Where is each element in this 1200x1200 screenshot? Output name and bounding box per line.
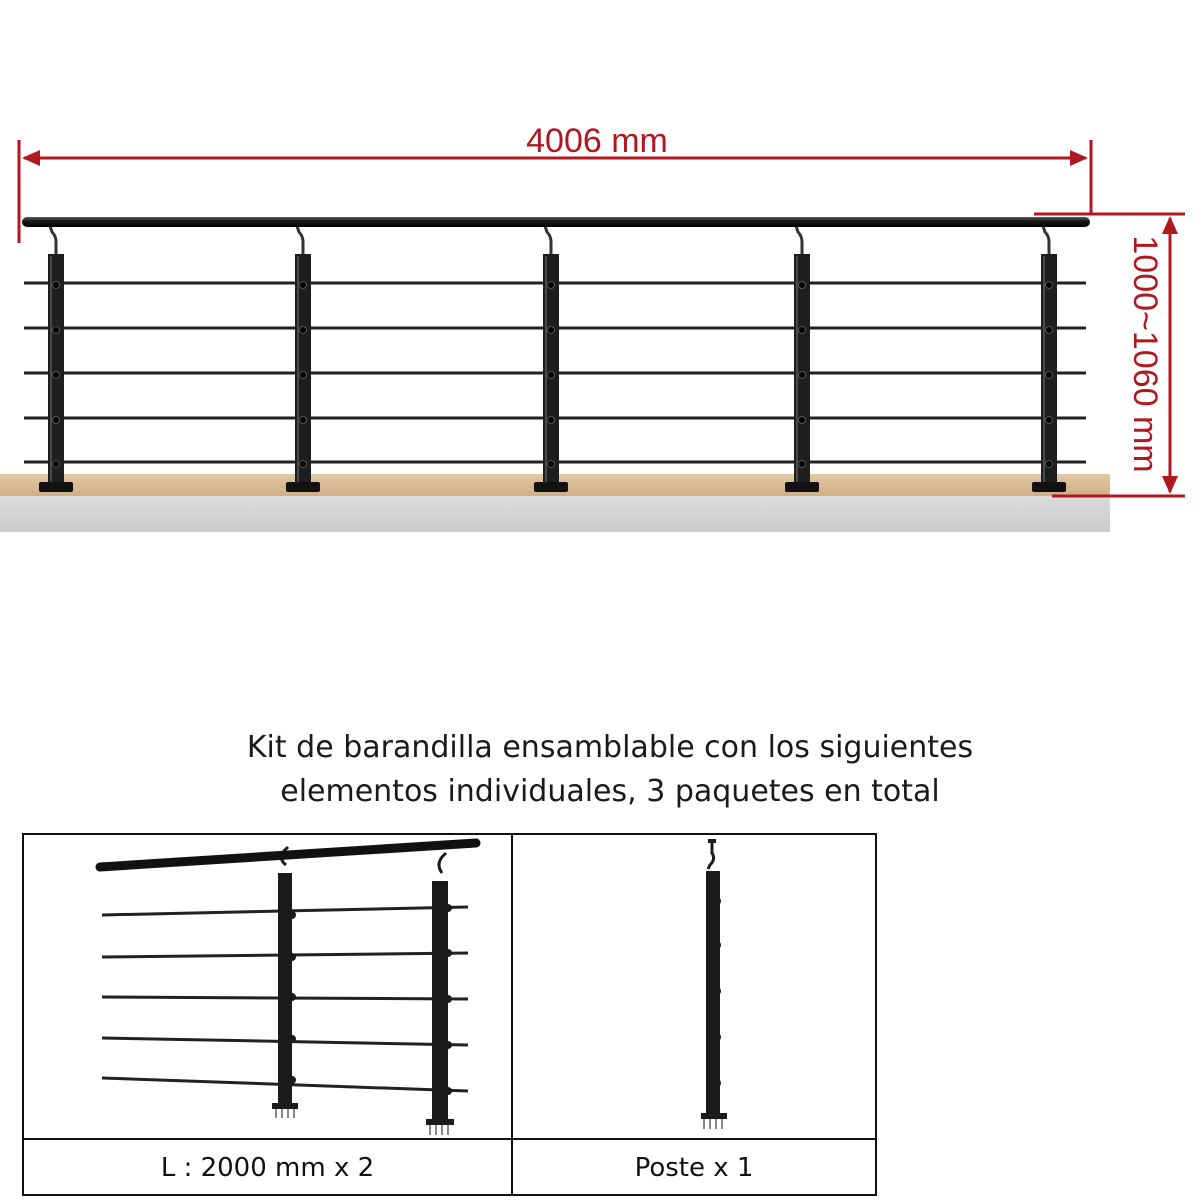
section-post-1: [272, 847, 298, 1118]
kit-caption: [160, 726, 1060, 814]
component-label-section: L : 2000 mm x 2: [160, 1153, 375, 1183]
section-post-2: [426, 853, 454, 1135]
caption-line-2: elementos individuales, 3 paquetes en total: [280, 774, 940, 809]
width-label: 4006 mm: [526, 122, 668, 160]
section-handrail: [100, 843, 476, 867]
railing-post: [534, 226, 568, 492]
components-table: [22, 833, 877, 1196]
posts: [39, 226, 1066, 492]
handrail: [22, 217, 1090, 227]
single-post: [701, 839, 727, 1129]
concrete-slab: [0, 496, 1110, 532]
railing-diagram: [0, 0, 1200, 560]
height-label: 1000~1060 mm: [1126, 235, 1164, 473]
caption-line-1: Kit de barandilla ensamblable con los siguientes: [246, 730, 974, 765]
railing-post: [1032, 226, 1066, 492]
railing-post: [286, 226, 320, 492]
post-image: [513, 835, 877, 1138]
railing-post: [785, 226, 819, 492]
railing-post: [39, 226, 73, 492]
section-panel-image: [24, 835, 511, 1138]
component-label-post: Poste x 1: [634, 1153, 754, 1183]
